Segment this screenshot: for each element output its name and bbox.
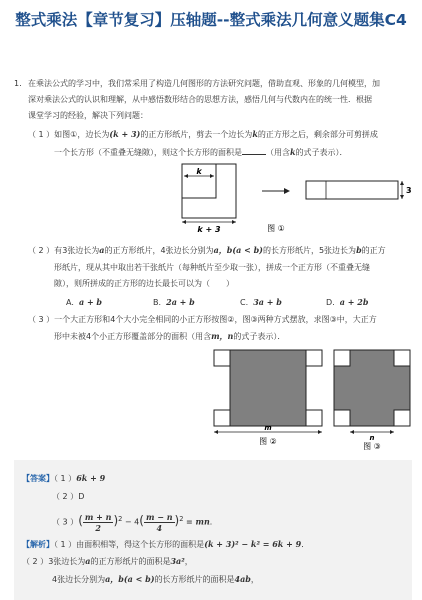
part1-k-2: k [290,147,296,157]
intro-line-2: 深对乘法公式的认识和理解，从中感悟数形结合的思想方法，感悟几何与代数内在的统一性．根据 [28,95,372,104]
part2-a: a [99,245,105,255]
option-b-label: B. [153,298,162,307]
option-b[interactable] [153,296,195,309]
answer-1-label: （ 1 ） [54,474,77,483]
analysis-1-expr: (k + 3)² − k² = 6k + 9 [204,539,302,549]
part3-text-e: 的式子表示）． [233,332,286,341]
part1-text-a: （ 1 ）如图①，边长为 [28,130,110,139]
analysis-2-expr: 3a² [170,556,185,566]
analysis-2-text-d: 的正方形纸片的面积是 [90,557,171,566]
fraction-1-num: m + n [84,511,112,522]
intro-line-1: 在乘法公式的学习中，我们常采用了构造几何图形的方法研究问题，借助直观、形象的几何模型，加 [28,79,380,88]
fig1-k3-label: k + 3 [197,225,221,234]
answer-3-dot: ． [209,517,218,527]
part1-text-b: 的正方形纸片，剪去一个边长为 [140,130,253,139]
answer-2-label: （ 2 ） [52,492,79,501]
option-c[interactable] [240,296,282,309]
part3-mn: m，n [211,331,234,341]
intro-line-3: 课堂学习的经验，解决下列问题： [28,111,148,120]
analysis-1-text: （ 1 ）由面积相等，得这个长方形的面积是 [54,540,205,549]
part3-text-a: （ 3 ）一个大正方形和 [28,315,111,324]
option-c-label: C. [240,298,249,307]
analysis-line-3 [52,573,259,586]
part1-text-f: 的式子表示）． [295,148,348,157]
analysis-3-text-a: 4张边长分别为 [52,575,106,584]
figure-3 [330,344,412,452]
part1-line-1 [28,128,378,141]
answer-1: 6k + 9 [76,473,106,483]
option-b-text: 2a + b [166,297,195,307]
option-c-text: 3a + b [253,297,282,307]
part2-text-b: 3张边长为 [62,246,100,255]
option-a-label: A. [66,298,74,307]
part2-text-e: 4张边长分别为 [160,246,214,255]
analysis-tag: 【解析】 [22,540,54,549]
part1-line-2 [54,146,348,159]
answer-line-2 [52,491,84,503]
figure-2 [208,344,322,450]
question-number: 1. [14,79,22,88]
part1-side-expr: (k + 3) [109,129,141,139]
fig1-caption: 图 ① [267,224,285,233]
analysis-2-a: a [85,556,91,566]
analysis-3-expr: 4ab [234,574,251,584]
figure-1 [180,162,410,240]
analysis-3-comma: ， [250,575,259,584]
fig3-n-label: n [369,434,375,442]
answer-2: D [78,492,85,501]
option-d[interactable] [326,296,368,309]
fig2-m-label: m [264,424,272,432]
fraction-2-den: 4 [156,522,163,533]
part1-text-e: （用含 [266,148,290,157]
answer-line-3: （ 3 ）( $\frac{m + n}{2}$ )$^2$ − 4( $\frac{m - n}{4}$ )$^2$ = mn． [52,511,218,533]
analysis-2-label: （ 2 ） [22,557,49,566]
option-d-text: a + 2b [339,297,369,307]
fig3-caption: 图 ③ [363,442,381,451]
fig2-caption: 图 ② [259,437,277,446]
analysis-line-1 [22,538,309,551]
part3-text-b: 4个大小完全相同的小正方形按图②，图③两种方式摆放，求图③中，大正方 [110,315,377,324]
answer-3-label: （ 3 ） [52,517,79,527]
part3-text-d: 4个小正方形覆盖部分的面积（用含 [86,332,212,341]
part2-text-h: 5张边长为 [318,246,357,255]
analysis-1-dot: ． [301,540,310,549]
analysis-3-ab: a，b(a < b) [105,574,155,584]
part2-line-3: 隙），则所拼成的正方形的边长最长可以为（ ） [54,279,234,288]
fraction-1 [83,512,114,533]
analysis-line-2 [22,555,193,568]
fraction-2 [144,512,175,533]
fraction-2-num: m − n [145,511,173,522]
fraction-1-den: 2 [95,522,101,533]
fig1-k-label: k [196,167,202,176]
answer-tag: 【答案】 [22,474,54,483]
option-d-label: D. [326,298,335,307]
part2-line-2: 形纸片，现从其中取出若干张纸片（每种纸片至少取一张），拼成一个正方形（不重叠无缝 [54,263,370,272]
part1-text-c: 的正方形之后，剩余部分可剪拼成 [257,130,378,139]
part2-text-a: （ 2 ）有 [28,246,63,255]
part2-text-j: 的正方 [361,246,386,255]
analysis-2-text-b: 3张边长为 [48,557,86,566]
answer-3-result: = mn [186,516,210,527]
part2-b: b [356,245,362,255]
answer-3-minus: − 4 [124,517,140,527]
part1-text-d: 一个长方形（不重叠无缝隙），则这个长方形的面积是 [54,148,242,157]
analysis-2-comma: ， [184,557,193,566]
fig1-3-label: 3 [406,186,412,195]
part1-k: k [252,129,258,139]
answer-line-1 [22,472,105,485]
option-a-text: a + b [78,297,103,307]
part2-line-1 [28,244,386,257]
part2-text-d: 的正方形纸片， [104,246,161,255]
part3-line-2 [54,330,285,343]
part2-text-g: 的长方形纸片， [262,246,319,255]
page-title: 整式乘法【章节复习】压轴题--整式乘法几何意义题集C4 [15,11,407,29]
analysis-3-text-c: 的长方形纸片的面积是 [154,575,235,584]
part3-line-1 [28,314,377,326]
part3-text-c: 形中未被 [54,332,86,341]
option-a[interactable] [66,296,102,309]
part2-ab: a，b(a < b) [213,245,263,255]
answer-blank [242,146,266,155]
